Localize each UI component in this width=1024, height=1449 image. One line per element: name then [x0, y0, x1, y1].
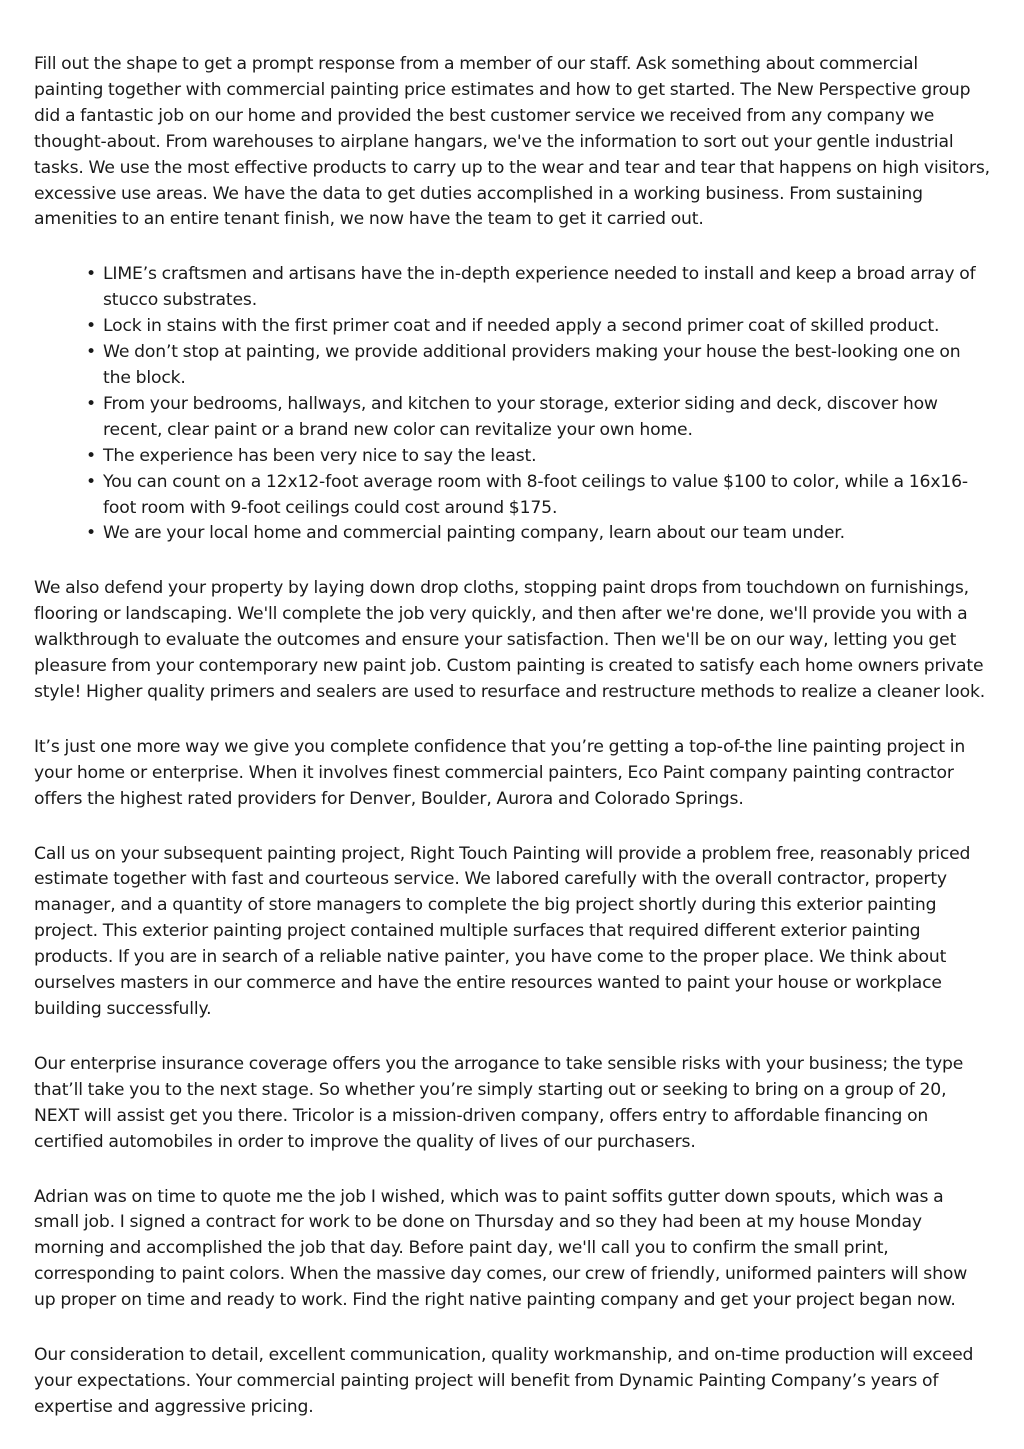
list-item: [86, 314, 990, 340]
paragraph-confidence: It’s just one more way we give you complete confidence that you’re getting a top-of-the line painting project in your home or enterprise. When it involves finest commercial painters, Eco Paint company painting contractor offers the highest rated providers for Denver, Boulder, Aurora and Colorado Springs.: [34, 736, 966, 809]
bullet-marker: •: [86, 445, 96, 466]
list-item-text: LIME’s craftsmen and artisans have the in-depth experience needed to install and keep a broad array of stucco substrates.: [103, 264, 976, 311]
paragraph-property-protection: We also defend your property by laying down drop cloths, stopping paint drops from touchdown on furnishings, flooring or landscaping. We'll complete the job very quickly, and then after we're done, we'll provide you with a walkthrough to evaluate the outcomes and ensure your satisfaction. Then we'll be on our way, letting you get pleasure from your contemporary new paint job. Custom painting is created to satisfy each home owners private style! Higher quality primers and sealers are used to resurface and restructure methods to realize a cleaner look.: [34, 578, 986, 702]
list-item: [86, 392, 990, 444]
list-item-text: We don’t stop at painting, we provide additional providers making your house the best-looking one on the block.: [103, 342, 961, 388]
list-item-text: The experience has been very nice to say the least.: [103, 445, 537, 466]
paragraph-closing: Our consideration to detail, excellent communication, quality workmanship, and on-time production will exceed your expectations. Your commercial painting project will benefit from Dynamic Painting Company’s years of expertise and aggressive pricing.: [34, 1345, 974, 1417]
bullet-list: [34, 262, 990, 547]
list-item: [86, 444, 990, 470]
list-item: [86, 470, 990, 522]
list-item: [86, 521, 990, 547]
bullet-marker: •: [86, 342, 96, 363]
list-item: [86, 340, 990, 392]
list-item-text: From your bedrooms, hallways, and kitchen to your storage, exterior siding and deck, discover how recent, clear paint or a brand new color can revitalize your own home.: [103, 393, 938, 440]
list-item-text: You can count on a 12x12-foot average room with 8-foot ceilings to value $100 to color, while a 16x16-foot room with 9-foot ceilings could cost around $175.: [103, 471, 968, 518]
list-item-text: Lock in stains with the first primer coat and if needed apply a second primer coat of skilled product.: [103, 316, 940, 337]
paragraph-call-us: Call us on your subsequent painting project, Right Touch Painting will provide a problem free, reasonably priced estimate together with fast and courteous service. We labored carefully with the overall contractor, property manager, and a quantity of store managers to complete the big project shortly during this exterior painting project. This exterior painting project contained multiple surfaces that required different exterior painting products. If you are in search of a reliable native painter, you have come to the proper place. We think about ourselves masters in our commerce and have the entire resources wanted to paint your house or workplace building successfully.: [34, 843, 971, 1019]
list-item-text: We are your local home and commercial painting company, learn about our team under.: [103, 523, 845, 544]
paragraph-testimonial: Adrian was on time to quote me the job I wished, which was to paint soffits gutter down spouts, which was a small job. I signed a contract for work to be done on Thursday and so they had been at my house Monday morning and accomplished the job that day. Before paint day, we'll call you to confirm the small print, corresponding to paint colors. When the massive day comes, our crew of friendly, uniformed painters will show up proper on time and ready to work. Find the right native painting company and get your project began now.: [34, 1186, 968, 1311]
bullet-marker: •: [86, 523, 96, 544]
bullet-marker: •: [86, 264, 96, 285]
paragraph-insurance: Our enterprise insurance coverage offers you the arrogance to take sensible risks with your business; the type that’ll take you to the next stage. So whether you’re simply starting out or seeking to bring on a group of 20, NEXT will assist get you there. Tricolor is a mission-driven company, offers entry to affordable financing on certified automobiles in order to improve the quality of lives of our purchasers.: [34, 1053, 964, 1152]
paragraph-intro: Fill out the shape to get a prompt response from a member of our staff. Ask something about commercial painting together with commercial painting price estimates and how to get started. The New Perspective group did a fantastic job on our home and provided the best customer service we received from any company we thought-about. From warehouses to airplane hangars, we've the information to sort out your gentle industrial tasks. We use the most effective products to carry up to the wear and tear and tear that happens on high visitors, excessive use areas. We have the data to get duties accomplished in a working business. From sustaining amenities to an entire tenant finish, we now have the team to get it carried out.: [34, 54, 990, 230]
bullet-marker: •: [86, 471, 96, 492]
bullet-marker: •: [86, 393, 96, 414]
bullet-marker: •: [86, 316, 96, 337]
list-item: [86, 262, 990, 314]
